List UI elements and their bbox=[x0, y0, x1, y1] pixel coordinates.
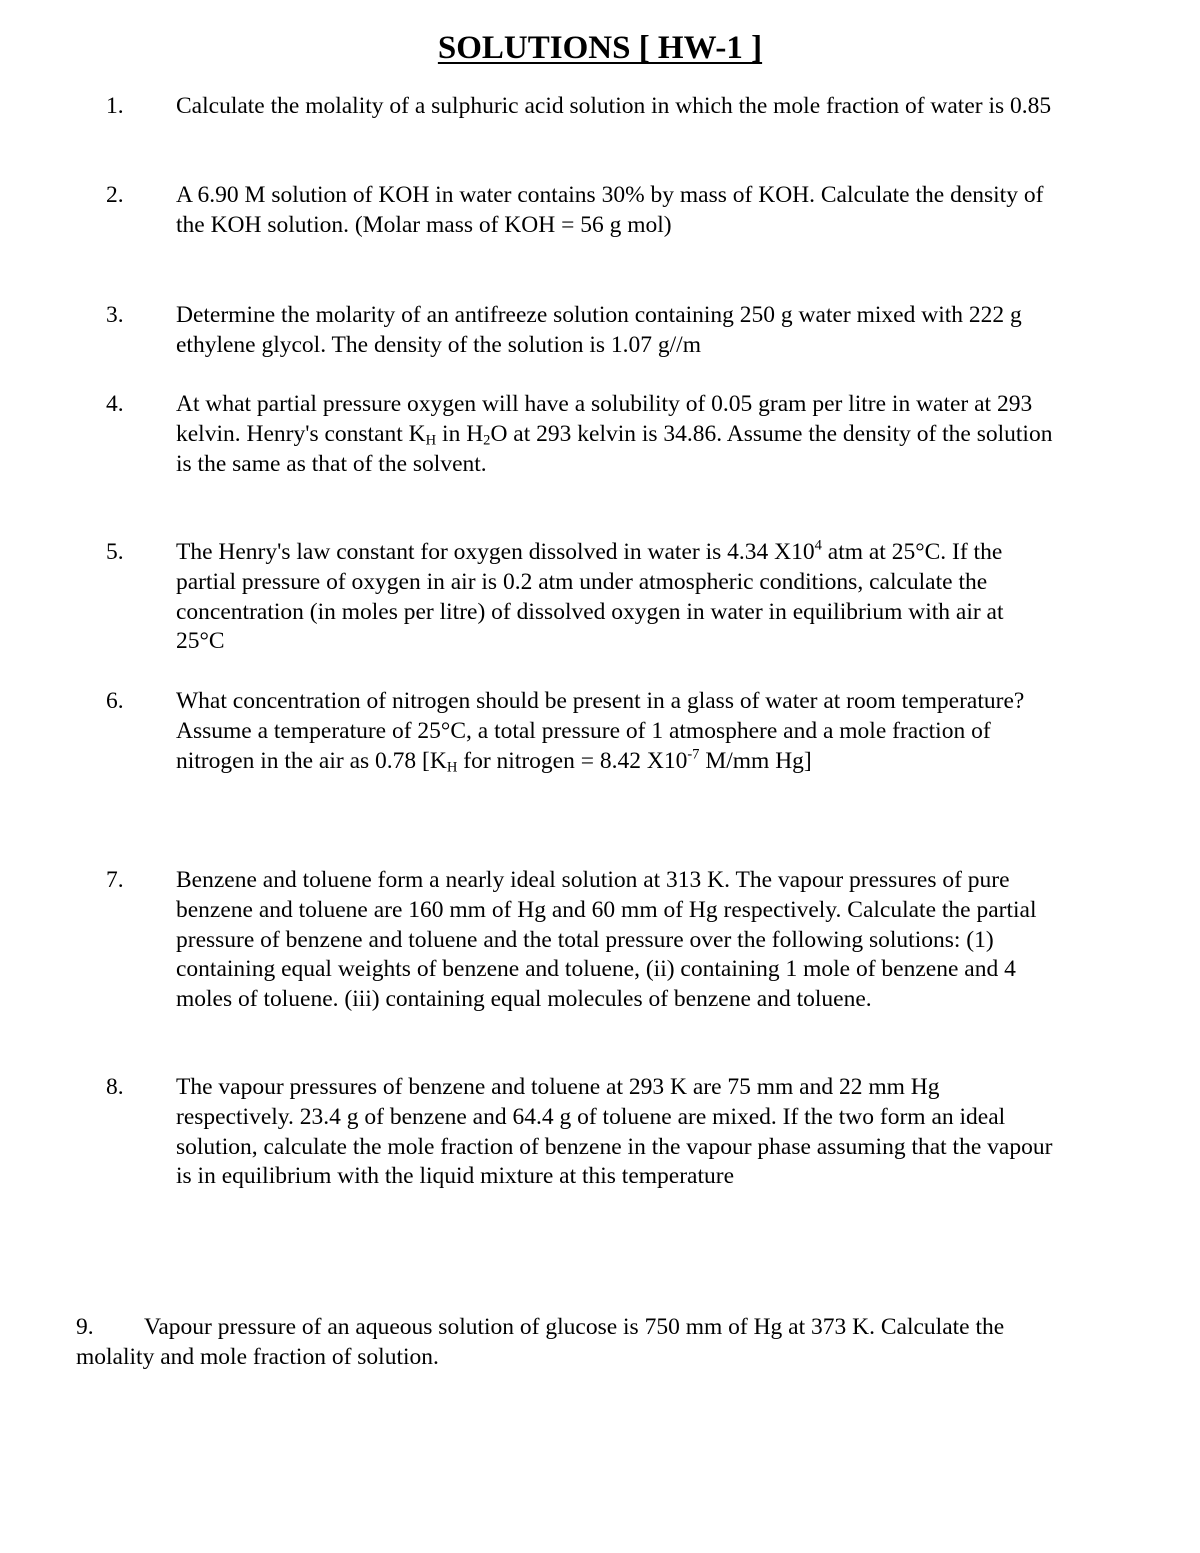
question-number: 3. bbox=[106, 302, 124, 328]
question-text: Benzene and toluene form a nearly ideal solution at 313 K. The vapour pressures of pure benzene and toluene are 160 mm of Hg and 60 mm of Hg respectively. Calculate the partial pressure of benzene and toluene and the total pressure over the following solutions: (1) containing equal weights of benzene and toluene, (ii) containing 1 mole of benzene and 4 moles of toluene. (iii) containing equal molecules of benzene and toluene. bbox=[176, 867, 1037, 1013]
question-text: What concentration of nitrogen should be present in a glass of water at room temperature? Assume a temperature of 25°C, a total pressure of 1 atmosphere and a mole fraction of nitrogen in the air as 0.78 [$K_H$ for nitrogen = 8.42 $X10^{-7}$ M/mm Hg] bbox=[176, 688, 1025, 776]
question-number: 4. bbox=[106, 391, 124, 417]
question-text: Calculate the molality of a sulphuric acid solution in which the mole fraction of water is 0.85 bbox=[176, 93, 1052, 119]
question-number: 9. bbox=[76, 1314, 94, 1340]
question-text: The vapour pressures of benzene and toluene at 293 K are 75 mm and 22 mm Hg respectively. 23.4 g of benzene and 64.4 g of toluene are mixed. If the two form an ideal solution, calculate the mole fraction of benzene in the vapour phase assuming that the vapour is in equilibrium with the liquid mixture at this temperature bbox=[176, 1074, 1053, 1190]
page-title: SOLUTIONS [ HW-1 ] bbox=[437, 30, 763, 66]
question-number: 7. bbox=[106, 867, 124, 893]
question-text: Determine the molarity of an antifreeze solution containing 250 g water mixed with 222 g ethylene glycol. The density of the solution is 1.07 g//m bbox=[176, 302, 1022, 358]
question-number: 1. bbox=[106, 93, 124, 119]
question-number: 2. bbox=[106, 182, 124, 208]
question-text: Vapour pressure of an aqueous solution of glucose is 750 mm of Hg at 373 K. Calculate the molality and mole fraction of solution. bbox=[76, 1314, 1005, 1370]
question-text: A 6.90 M solution of KOH in water contains 30% by mass of KOH. Calculate the density of the KOH solution. (Molar mass of KOH = 56 g mol) bbox=[176, 182, 1044, 238]
question-number: 5. bbox=[106, 539, 124, 565]
question-text: At what partial pressure oxygen will have a solubility of 0.05 gram per litre in water at 293 kelvin. Henry's constant $K_H$ in $H_2O$ at 293 kelvin is 34.86. Assume the density of the solution is the same as that of the solvent. bbox=[176, 391, 1053, 477]
question-number: 6. bbox=[106, 688, 124, 714]
question-9 bbox=[76, 1313, 1076, 1373]
question-number: 8. bbox=[106, 1074, 124, 1100]
question-text: The Henry's law constant for oxygen dissolved in water is 4.34 $X10^4$ atm at 25°C. If the partial pressure of oxygen in air is 0.2 atm under atmospheric conditions, calculate the concentration (in moles per litre) of dissolved oxygen in water in equilibrium with air at 25°C bbox=[176, 537, 1004, 655]
